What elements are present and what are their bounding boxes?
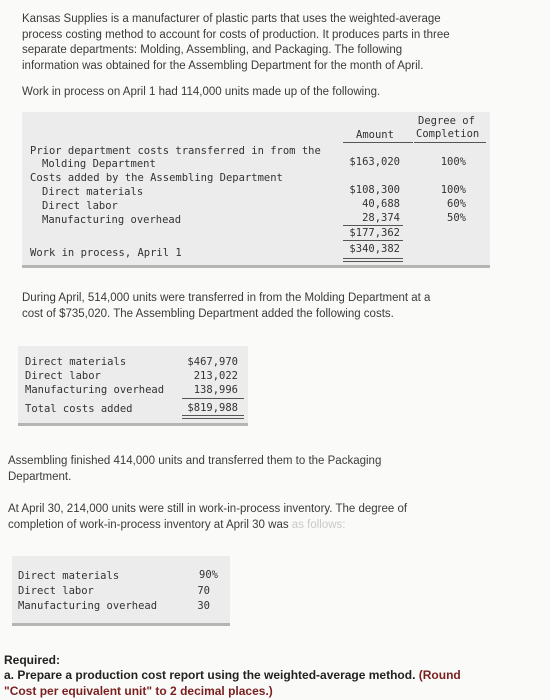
- total-double-rule: [182, 418, 244, 419]
- header-underline: [414, 142, 486, 143]
- required-round-note-continued: "Cost per equivalent unit" to 2 decimal places.): [4, 684, 273, 698]
- table-bottom-border: [12, 623, 230, 626]
- april30-line-text: completion of work-in-process inventory at April 30 was: [8, 518, 292, 531]
- row-amount: $467,970: [187, 356, 238, 368]
- subtotal-rule: [343, 240, 403, 241]
- prior-costs-completion: 100%: [440, 156, 466, 168]
- total-costs-label: Total costs added: [25, 403, 133, 415]
- row-amount: 40,688: [362, 198, 400, 210]
- total-double-rule: [182, 415, 244, 416]
- wip-intro-text: Work in process on April 1 had 114,000 units made up of the following.: [22, 86, 381, 98]
- prior-costs-label: Molding Department: [42, 158, 156, 170]
- table-bottom-border: [18, 423, 248, 426]
- row-label: Direct labor: [25, 370, 101, 382]
- table-bottom-border: [22, 265, 490, 268]
- april30-line: At April 30, 214,000 units were still in work-in-process inventory. The degree of: [8, 503, 408, 515]
- row-label: Manufacturing overhead: [42, 214, 182, 226]
- row-completion: 60%: [447, 198, 466, 210]
- intro-line: information was obtained for the Assembling Department for the month of April.: [22, 59, 424, 72]
- total-double-rule: [343, 261, 403, 262]
- row-completion: 30: [197, 600, 210, 612]
- april-paragraph: [22, 291, 542, 322]
- row-amount: $108,300: [349, 184, 400, 196]
- wip-total-amount: $340,382: [349, 243, 400, 255]
- required-round-note: (Round: [418, 668, 461, 682]
- prior-costs-label: Prior department costs transferred in from the: [30, 145, 321, 157]
- total-costs-amount: $819,988: [187, 402, 238, 414]
- intro-line: separate departments: Molding, Assembling, and Packaging. The following: [22, 44, 403, 56]
- row-completion: 70: [197, 585, 210, 597]
- row-completion: 50%: [447, 212, 466, 224]
- degree-column-header: Degree of: [418, 115, 475, 127]
- finished-paragraph: [8, 454, 538, 485]
- finished-line: Department.: [8, 470, 72, 483]
- subtotal-amount: $177,362: [349, 227, 400, 239]
- amount-column-header: Amount: [356, 129, 394, 141]
- required-instruction: [4, 668, 461, 682]
- row-amount: 213,022: [193, 370, 238, 382]
- row-completion: 100%: [440, 184, 466, 196]
- subtotal-rule: [343, 225, 403, 226]
- row-amount: 28,374: [362, 212, 400, 224]
- row-label: Direct materials: [18, 570, 120, 582]
- row-label: Direct labor: [42, 200, 118, 212]
- april30-line-faded-text: as follows:: [291, 518, 346, 531]
- required-instruction-text: a. Prepare a production cost report using the weighted-average method.: [4, 668, 419, 682]
- intro-paragraph: [22, 12, 542, 74]
- row-label: Manufacturing overhead: [18, 600, 158, 612]
- intro-line: process costing method to account for costs of production. It produces parts in three: [22, 28, 450, 41]
- row-completion: 90%: [199, 569, 218, 581]
- intro-line: Kansas Supplies is a manufacturer of plastic parts that uses the weighted-average: [22, 13, 441, 25]
- april30-line: [8, 518, 548, 534]
- costs-added-label: Costs added by the Assembling Department: [30, 172, 283, 184]
- row-label: Manufacturing overhead: [25, 384, 165, 396]
- row-label: Direct materials: [42, 186, 144, 198]
- april30-paragraph: [8, 502, 548, 533]
- april-line: cost of $735,020. The Assembling Department added the following costs.: [22, 307, 394, 320]
- finished-line: Assembling finished 414,000 units and transferred them to the Packaging: [8, 455, 382, 467]
- row-label: Direct labor: [18, 585, 94, 597]
- row-label: Direct materials: [25, 356, 127, 368]
- total-rule: [182, 398, 244, 399]
- april-line: During April, 514,000 units were transferred in from the Molding Department at a: [22, 292, 431, 304]
- wip-total-label: Work in process, April 1: [30, 247, 182, 259]
- total-double-rule: [343, 258, 403, 259]
- row-amount: 138,996: [193, 384, 238, 396]
- required-heading: Required:: [4, 653, 61, 667]
- header-underline: [343, 142, 413, 143]
- completion-column-header: Completion: [416, 128, 480, 140]
- prior-costs-amount: $163,020: [349, 156, 400, 168]
